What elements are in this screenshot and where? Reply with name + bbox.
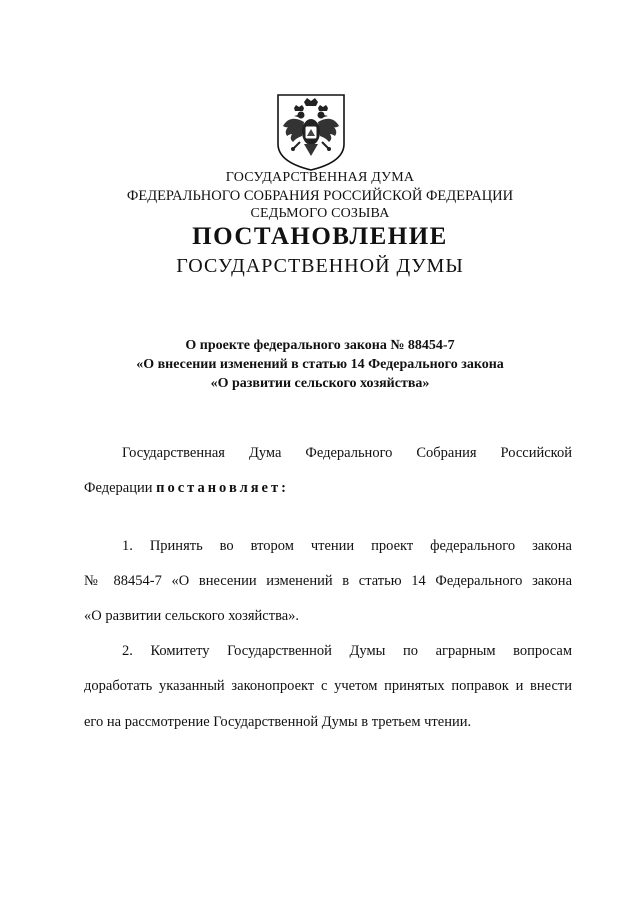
document-title: ПОСТАНОВЛЕНИЕ [192, 223, 448, 250]
item2-line-3: его на рассмотрение Государственной Думы в третьем чтении. [84, 714, 472, 730]
item1-line-1: 1. Принять во втором чтении проект федерального закона [122, 538, 572, 554]
header-line-2: ФЕДЕРАЛЬНОГО СОБРАНИЯ РОССИЙСКОЙ ФЕДЕРАЦИИ [126, 188, 514, 204]
document-subtitle: ГОСУДАРСТВЕННОЙ ДУМЫ [176, 255, 464, 277]
intro-prefix: Федерации [84, 480, 153, 496]
decree-word: постановляет: [156, 480, 289, 496]
item1-line-3: «О развитии сельского хозяйства». [84, 608, 300, 624]
bill-title-line-1: О проекте федерального закона № 88454-7 [185, 338, 455, 353]
item2-line-2: доработать указанный законопроект с учетом принятых поправок и внести [84, 678, 572, 694]
item1-line-2: № 88454-7 «О внесении изменений в статью 14 Федерального закона [84, 573, 572, 589]
bill-title-line-3: «О развитии сельского хозяйства» [210, 376, 430, 391]
item2-line-1: 2. Комитету Государственной Думы по аграрным вопросам [122, 643, 572, 659]
coat-of-arms-icon [274, 92, 348, 172]
intro-line-2 [84, 480, 572, 497]
bill-title-line-2: «О внесении изменений в статью 14 Федерального закона [136, 357, 504, 372]
header-line-1: ГОСУДАРСТВЕННАЯ ДУМА [225, 170, 415, 185]
header-line-3: СЕДЬМОГО СОЗЫВА [250, 206, 390, 221]
intro-line-1: Государственная Дума Федерального Собрания Российской [122, 445, 572, 461]
